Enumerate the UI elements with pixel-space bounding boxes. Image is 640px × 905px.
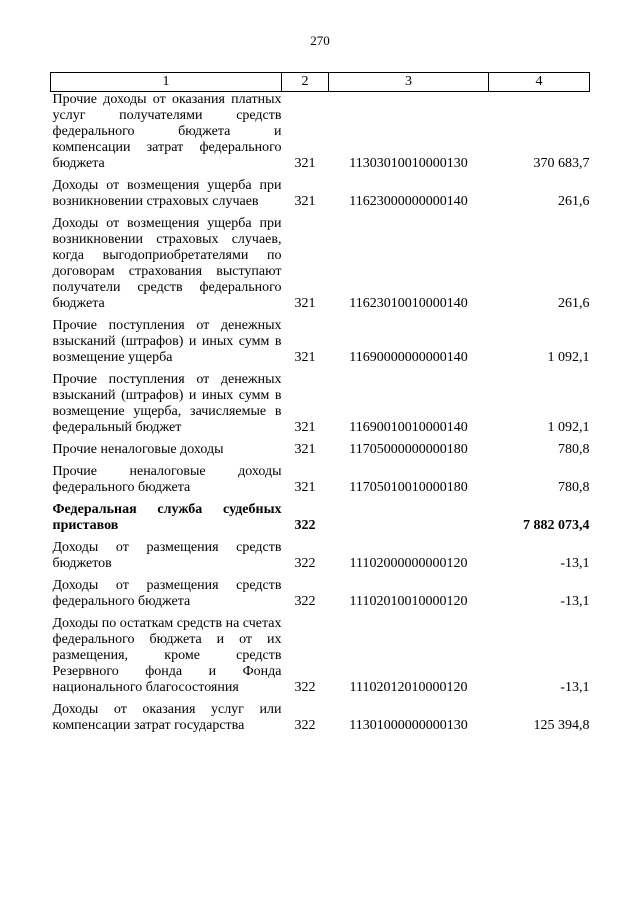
table-row xyxy=(51,540,590,578)
row-name: Прочие поступления от денежных взысканий (штрафов) и иных сумм в возмещение ущерба xyxy=(52,318,282,365)
row-name: Доходы от возмещения ущерба при возникновении страховых случаев xyxy=(52,178,282,209)
row-classification-code: 11102010010000120 xyxy=(349,594,468,609)
row-admin-code: 321 xyxy=(294,194,316,209)
table-header xyxy=(51,73,590,92)
table-row xyxy=(51,616,590,702)
row-amount: 1 092,1 xyxy=(547,350,590,365)
table-row xyxy=(51,216,590,318)
row-admin-code: 322 xyxy=(294,680,316,695)
row-admin-code: 322 xyxy=(294,556,316,571)
row-classification-code: 11623000000000140 xyxy=(349,194,468,209)
row-admin-code: 321 xyxy=(294,350,316,365)
table-row xyxy=(51,318,590,372)
row-classification-code: 11102000000000120 xyxy=(349,556,468,571)
row-classification-code: 11102012010000120 xyxy=(349,680,468,695)
header-col-3: 3 xyxy=(329,73,489,92)
row-amount: -13,1 xyxy=(560,594,590,609)
header-col-1: 1 xyxy=(51,73,282,92)
row-name: Прочие неналоговые доходы xyxy=(52,442,224,457)
table-body xyxy=(51,92,590,741)
table-row xyxy=(51,442,590,464)
table-row xyxy=(51,178,590,216)
row-classification-code: 11705000000000180 xyxy=(349,442,468,457)
row-classification-code: 11690010010000140 xyxy=(349,420,468,435)
row-classification-code xyxy=(329,502,489,540)
row-admin-code: 322 xyxy=(294,718,316,733)
row-name: Доходы по остаткам средств на счетах федерального бюджета и от их размещения, кроме средств Резервного фонда и Фонда национального благосостояния xyxy=(52,616,282,695)
row-admin-code: 322 xyxy=(294,518,316,533)
table-row xyxy=(51,702,590,740)
row-admin-code: 321 xyxy=(294,480,316,495)
row-admin-code: 321 xyxy=(294,442,316,457)
row-amount: 780,8 xyxy=(558,442,590,457)
row-amount: 261,6 xyxy=(558,194,590,209)
row-admin-code: 321 xyxy=(294,420,316,435)
header-col-2: 2 xyxy=(282,73,329,92)
table-row xyxy=(51,464,590,502)
row-name: Доходы от размещения средств бюджетов xyxy=(52,540,282,571)
row-amount: 7 882 073,4 xyxy=(523,518,590,533)
table-row xyxy=(51,372,590,442)
row-name: Прочие доходы от оказания платных услуг получателями средств федерального бюджета и компенсации затрат федерального бюджета xyxy=(52,92,282,171)
row-name: Доходы от возмещения ущерба при возникновении страховых случаев, когда выгодоприобретателями по договорам страхования выступают получатели средств федерального бюджета xyxy=(52,216,282,311)
row-name: Прочие неналоговые доходы федерального бюджета xyxy=(52,464,282,495)
row-classification-code: 11705010010000180 xyxy=(349,480,468,495)
budget-table xyxy=(50,72,590,740)
row-classification-code: 11623010010000140 xyxy=(349,296,468,311)
row-amount: 261,6 xyxy=(558,296,590,311)
row-amount: 125 394,8 xyxy=(533,718,590,733)
row-name: Прочие поступления от денежных взысканий (штрафов) и иных сумм в возмещение ущерба, зачисляемые в федеральный бюджет xyxy=(52,372,282,435)
row-amount: -13,1 xyxy=(560,680,590,695)
row-amount: 780,8 xyxy=(558,480,590,495)
table-row xyxy=(51,502,590,540)
table-row xyxy=(51,92,590,179)
header-col-4: 4 xyxy=(489,73,590,92)
row-name: Доходы от размещения средств федерального бюджета xyxy=(52,578,282,609)
row-classification-code: 11690000000000140 xyxy=(349,350,468,365)
row-name: Доходы от оказания услуг или компенсации затрат государства xyxy=(52,702,282,733)
table-row xyxy=(51,578,590,616)
row-classification-code: 11303010010000130 xyxy=(349,156,468,171)
row-name: Федеральная служба судебных приставов xyxy=(52,502,282,533)
row-amount: 1 092,1 xyxy=(547,420,590,435)
page-number: 270 xyxy=(310,33,330,48)
row-classification-code: 11301000000000130 xyxy=(349,718,468,733)
row-amount: 370 683,7 xyxy=(533,156,590,171)
row-amount: -13,1 xyxy=(560,556,590,571)
row-admin-code: 322 xyxy=(294,594,316,609)
row-admin-code: 321 xyxy=(294,156,316,171)
row-admin-code: 321 xyxy=(294,296,316,311)
